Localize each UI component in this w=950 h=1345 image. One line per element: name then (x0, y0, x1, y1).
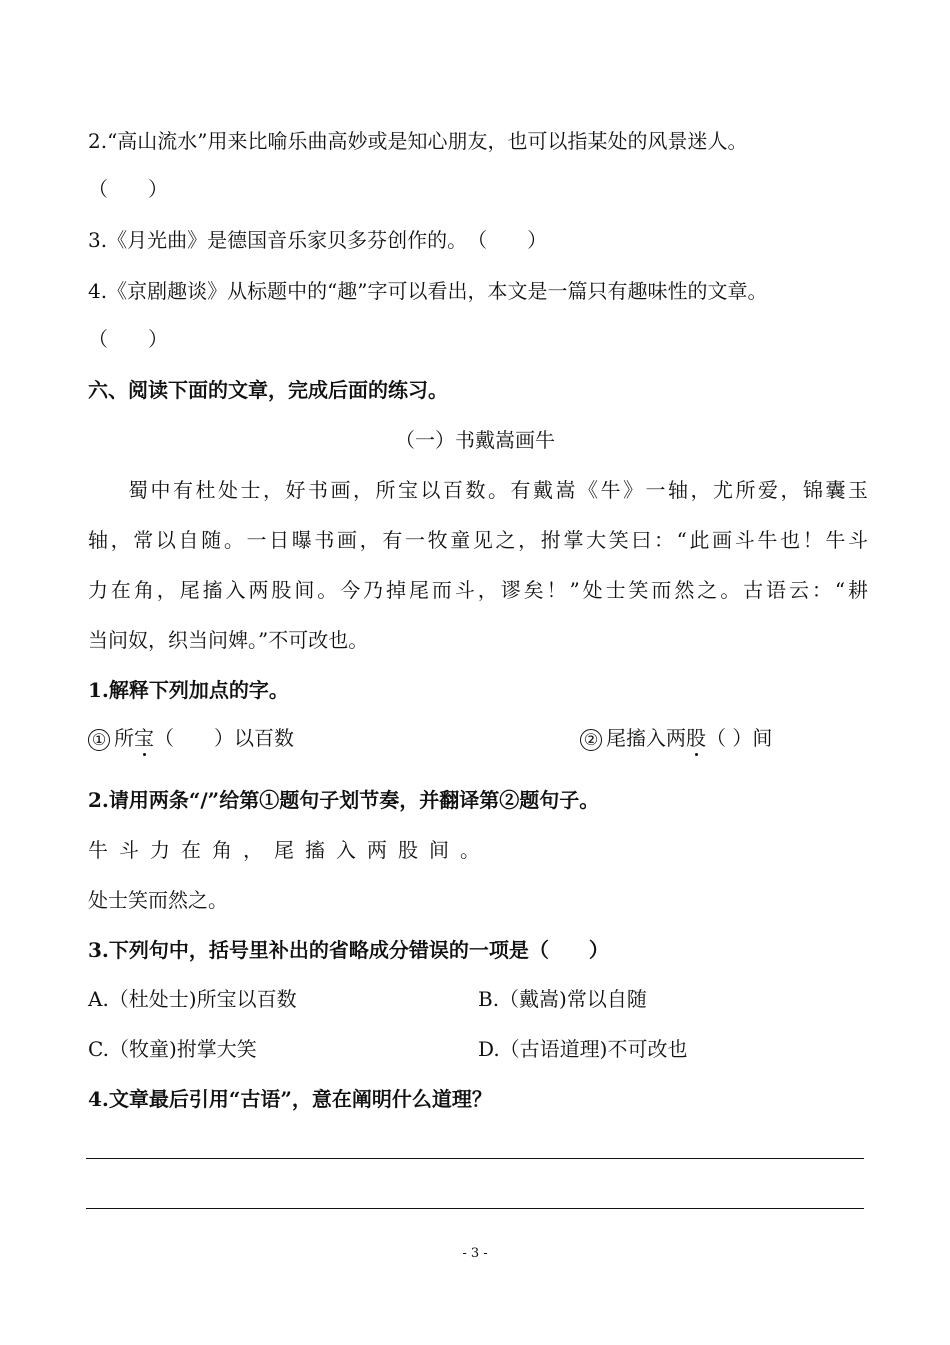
passage-line-4: 当问奴，织当问婢。”不可改也。 (88, 628, 369, 652)
judgement-answer-paren-2: （ ） (88, 177, 168, 201)
question-3-options-row-2 (88, 1036, 868, 1062)
circled-number-2: ② (580, 729, 602, 751)
judgement-question-2: 2.“高山流水”用来比喻乐曲高妙或是知心朋友，也可以指某处的风景迷人。 (88, 129, 748, 153)
option-b[interactable]: B.（戴嵩)常以自随 (478, 987, 647, 1011)
item-2 (580, 725, 772, 751)
judgement-question-4: 4.《京剧趣谈》从标题中的“趣”字可以看出，本文是一篇只有趣味性的文章。 (88, 279, 768, 303)
question-3-title: 3.下列句中，括号里补出的省略成分错误的一项是（ ） (88, 938, 609, 962)
circled-number-1: ① (88, 729, 110, 751)
question-4-title: 4.文章最后引用“古语”，意在阐明什么道理？ (88, 1087, 492, 1111)
answer-line-1[interactable] (86, 1158, 864, 1159)
dotted-char-gu: 股 (686, 726, 706, 750)
item-1-blank[interactable]: （ ）以百数 (154, 726, 294, 750)
passage-line-3: 力在角，尾搐入两股间。今乃掉尾而斗，谬矣！”处士笑而然之。古语云：“耕 (88, 578, 868, 602)
question-2-sentence-1: 牛斗力在角，尾搐入两股间。 (88, 838, 491, 862)
page-number: - 3 - (462, 1246, 488, 1261)
passage-line-1: 蜀中有杜处士，好书画，所宝以百数。有戴嵩《牛》一轴，尤所爱，锦囊玉 (128, 478, 868, 502)
dotted-char-bao: 宝 (134, 726, 154, 750)
question-3-options-row-1 (88, 986, 868, 1012)
item-1-prefix: 所 (114, 726, 134, 750)
question-1-title: 1.解释下列加点的字。 (88, 678, 289, 702)
option-c[interactable]: C.（牧童)拊掌大笑 (88, 1037, 257, 1061)
judgement-answer-paren-4: （ ） (88, 327, 168, 351)
option-a[interactable]: A.（杜处士)所宝以百数 (88, 987, 297, 1011)
question-2-sentence-2: 处士笑而然之。 (88, 888, 228, 912)
question-2-title: 2.请用两条“/”给第①题句子划节奏，并翻译第②题句子。 (88, 788, 600, 812)
passage-line-2: 轴，常以自随。一日曝书画，有一牧童见之，拊掌大笑曰：“此画斗牛也！牛斗 (88, 528, 868, 552)
answer-line-2[interactable] (86, 1208, 864, 1209)
option-d[interactable]: D.（古语道理)不可改也 (478, 1037, 688, 1061)
judgement-question-3: 3.《月光曲》是德国音乐家贝多芬创作的。 （ ） (88, 228, 548, 252)
section-6-heading: 六、阅读下面的文章，完成后面的练习。 (88, 378, 448, 402)
item-2-blank[interactable]: （ ）间 (706, 726, 773, 750)
item-1 (88, 726, 294, 750)
passage-title: （一）书戴嵩画牛 (395, 428, 555, 452)
item-2-prefix: 尾搐入两 (606, 726, 686, 750)
question-1-items (88, 725, 868, 751)
